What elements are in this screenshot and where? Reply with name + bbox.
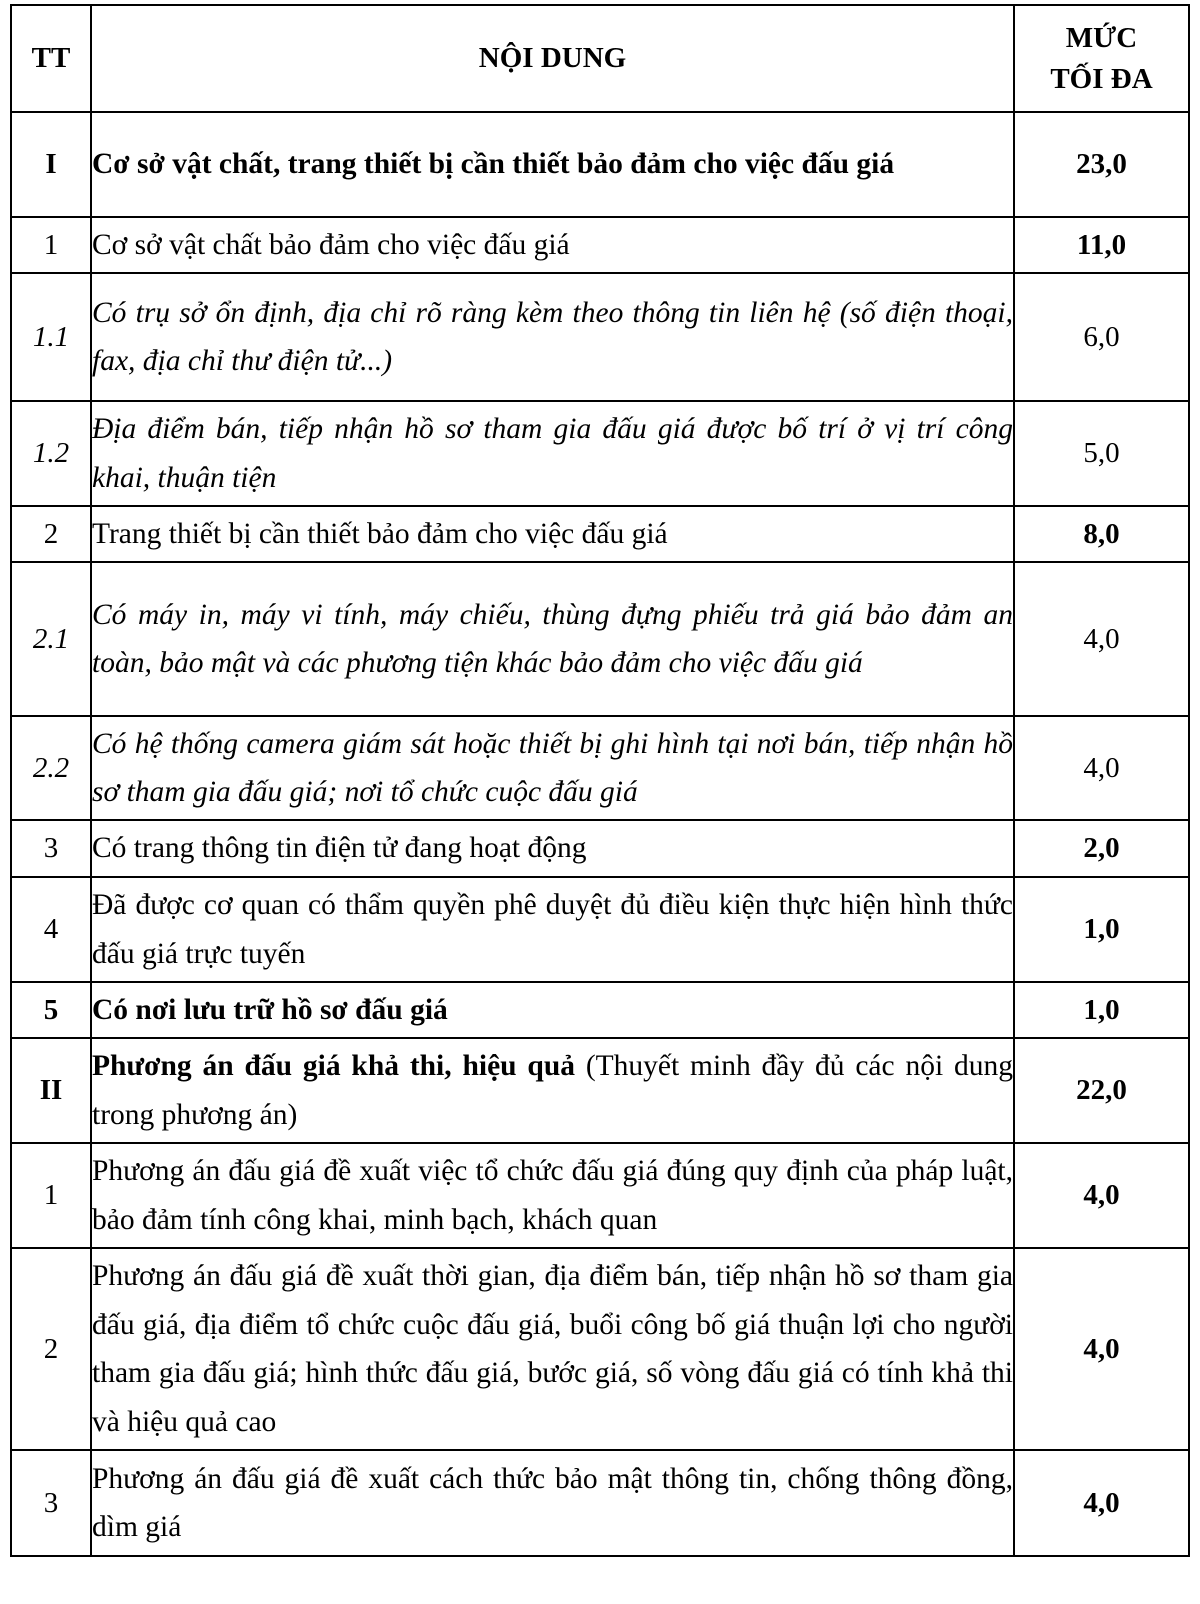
- row-content: Trang thiết bị cần thiết bảo đảm cho việc đấu giá: [91, 506, 1014, 562]
- header-tt: TT: [11, 5, 91, 112]
- row-tt: 3: [11, 820, 91, 877]
- header-muc-line1: MỨC: [1065, 21, 1138, 54]
- row-content-bold: Phương án đấu giá khả thi, hiệu quả: [92, 1050, 575, 1082]
- table-row: [11, 1143, 1189, 1248]
- header-muc-line2: TỐI ĐA: [1050, 62, 1153, 95]
- row-content: Phương án đấu giá đề xuất việc tổ chức đấu giá đúng quy định của pháp luật, bảo đảm tính công khai, minh bạch, khách quan: [91, 1143, 1014, 1248]
- row-content: Có trang thông tin điện tử đang hoạt động: [91, 820, 1014, 877]
- row-tt: II: [11, 1038, 91, 1143]
- row-max-score: 4,0: [1014, 1450, 1189, 1556]
- row-tt: 5: [11, 982, 91, 1038]
- row-max-score: 4,0: [1014, 1248, 1189, 1450]
- row-content: Phương án đấu giá đề xuất cách thức bảo mật thông tin, chống thông đồng, dìm giá: [91, 1450, 1014, 1556]
- row-tt: 2: [11, 1248, 91, 1450]
- row-tt: 4: [11, 877, 91, 982]
- row-tt: 1.1: [11, 273, 91, 401]
- table-row: [11, 273, 1189, 401]
- row-max-score: 1,0: [1014, 877, 1189, 982]
- header-row: [11, 5, 1189, 112]
- row-max-score: 22,0: [1014, 1038, 1189, 1143]
- row-tt: 1: [11, 1143, 91, 1248]
- row-max-score: 4,0: [1014, 562, 1189, 716]
- row-max-score: 8,0: [1014, 506, 1189, 562]
- table-row: [11, 1038, 1189, 1143]
- row-content-rest: (Thuyết minh đầy đủ các nội dung trong phương án): [92, 1050, 1013, 1131]
- row-max-score: 2,0: [1014, 820, 1189, 877]
- row-tt: 1: [11, 217, 91, 273]
- header-muc-toi-da: [1014, 5, 1189, 112]
- row-tt: 3: [11, 1450, 91, 1556]
- table-row: [11, 820, 1189, 877]
- header-noi-dung: NỘI DUNG: [91, 5, 1014, 112]
- table-row: [11, 982, 1189, 1038]
- table-row: [11, 1450, 1189, 1556]
- table-row: [11, 217, 1189, 273]
- row-tt: 2.2: [11, 716, 91, 820]
- row-max-score: 6,0: [1014, 273, 1189, 401]
- row-max-score: 1,0: [1014, 982, 1189, 1038]
- row-max-score: 11,0: [1014, 217, 1189, 273]
- row-tt: 1.2: [11, 401, 91, 506]
- row-max-score: 4,0: [1014, 1143, 1189, 1248]
- row-content: Cơ sở vật chất bảo đảm cho việc đấu giá: [91, 217, 1014, 273]
- row-content: Có trụ sở ổn định, địa chỉ rõ ràng kèm theo thông tin liên hệ (số điện thoại, fax, địa chỉ thư điện tử...): [91, 273, 1014, 401]
- row-tt: 2.1: [11, 562, 91, 716]
- table-row: [11, 506, 1189, 562]
- table-row: [11, 877, 1189, 982]
- row-max-score: 5,0: [1014, 401, 1189, 506]
- row-tt: I: [11, 112, 91, 217]
- table-row: [11, 562, 1189, 716]
- row-content: Có hệ thống camera giám sát hoặc thiết bị ghi hình tại nơi bán, tiếp nhận hồ sơ tham gia đấu giá; nơi tổ chức cuộc đấu giá: [91, 716, 1014, 820]
- row-content: Cơ sở vật chất, trang thiết bị cần thiết bảo đảm cho việc đấu giá: [91, 112, 1014, 217]
- row-content: Đã được cơ quan có thẩm quyền phê duyệt đủ điều kiện thực hiện hình thức đấu giá trực tuyến: [91, 877, 1014, 982]
- table-row: [11, 1248, 1189, 1450]
- table-row: [11, 112, 1189, 217]
- row-max-score: 23,0: [1014, 112, 1189, 217]
- row-max-score: 4,0: [1014, 716, 1189, 820]
- row-content: Địa điểm bán, tiếp nhận hồ sơ tham gia đấu giá được bố trí ở vị trí công khai, thuận tiện: [91, 401, 1014, 506]
- criteria-table: [10, 4, 1190, 1557]
- row-tt: 2: [11, 506, 91, 562]
- row-content: Phương án đấu giá đề xuất thời gian, địa điểm bán, tiếp nhận hồ sơ tham gia đấu giá, địa điểm tổ chức cuộc đấu giá, buổi công bố giá thuận lợi cho người tham gia đấu giá; hình thức đấu giá, bước giá, số vòng đấu giá có tính khả thi và hiệu quả cao: [91, 1248, 1014, 1450]
- row-content: Có nơi lưu trữ hồ sơ đấu giá: [91, 982, 1014, 1038]
- table-row: [11, 401, 1189, 506]
- row-content: Có máy in, máy vi tính, máy chiếu, thùng đựng phiếu trả giá bảo đảm an toàn, bảo mật và các phương tiện khác bảo đảm cho việc đấu giá: [91, 562, 1014, 716]
- table-row: [11, 716, 1189, 820]
- row-content: [91, 1038, 1014, 1143]
